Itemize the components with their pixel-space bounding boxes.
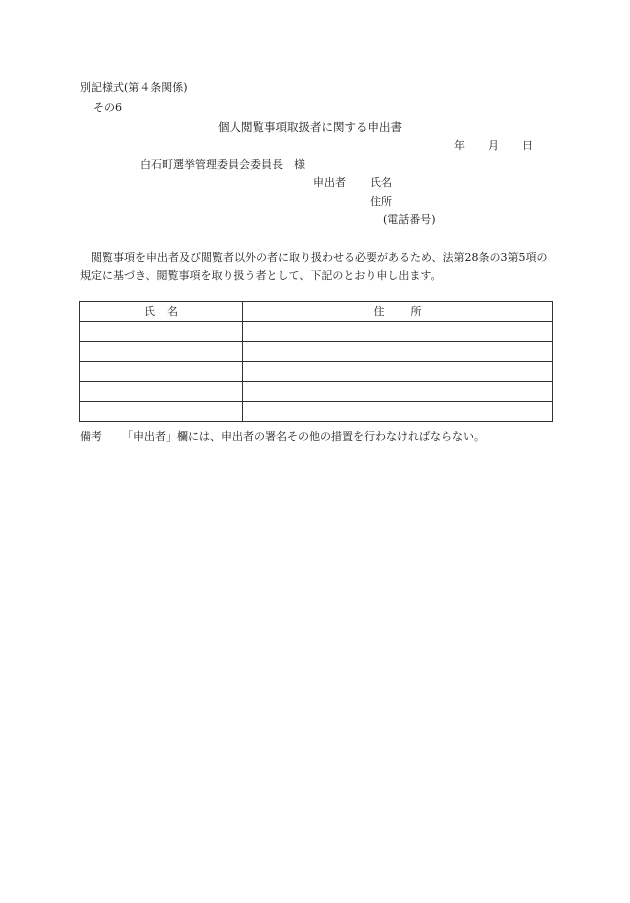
date-day-label: 日 bbox=[522, 139, 533, 152]
address-cell[interactable] bbox=[243, 382, 553, 402]
name-cell[interactable] bbox=[80, 382, 243, 402]
applicant-phone-label: (電話番号) bbox=[383, 213, 436, 226]
applicant-name-label: 氏名 bbox=[370, 176, 392, 189]
remarks-text: 「申出者」欄には、申出者の署名その他の措置を行わなければならない。 bbox=[122, 430, 485, 443]
table-row bbox=[80, 362, 553, 382]
recipient-line: 白石町選挙管理委員会委員長 様 bbox=[140, 158, 305, 171]
name-cell[interactable] bbox=[80, 362, 243, 382]
remarks-label: 備考 bbox=[80, 430, 102, 443]
document-title: 個人閲覧事項取扱者に関する申出書 bbox=[218, 120, 402, 134]
address-cell[interactable] bbox=[243, 402, 553, 422]
name-cell[interactable] bbox=[80, 402, 243, 422]
name-cell[interactable] bbox=[80, 322, 243, 342]
table-row bbox=[80, 322, 553, 342]
table-row bbox=[80, 382, 553, 402]
column-header-address: 住所 bbox=[243, 302, 553, 322]
remarks-note bbox=[80, 431, 485, 442]
form-sub-label: その6 bbox=[93, 101, 122, 114]
body-paragraph: 閲覧事項を申出者及び閲覧者以外の者に取り扱わせる必要があるため、法第28条の3第5項の規定に基づき、閲覧事項を取り扱う者として、下記のとおり申し出ます。 bbox=[80, 251, 548, 282]
table-row bbox=[80, 402, 553, 422]
date-month-label: 月 bbox=[488, 139, 499, 152]
address-cell[interactable] bbox=[243, 362, 553, 382]
name-cell[interactable] bbox=[80, 342, 243, 362]
handler-table bbox=[79, 301, 553, 422]
address-cell[interactable] bbox=[243, 322, 553, 342]
table-row bbox=[80, 342, 553, 362]
address-cell[interactable] bbox=[243, 342, 553, 362]
form-label: 別記様式(第４条関係) bbox=[80, 81, 188, 94]
column-header-name: 氏名 bbox=[80, 302, 243, 322]
applicant-label: 申出者 bbox=[313, 176, 346, 189]
date-year-label: 年 bbox=[454, 139, 465, 152]
applicant-address-label: 住所 bbox=[370, 195, 392, 208]
table-header-row bbox=[80, 302, 553, 322]
